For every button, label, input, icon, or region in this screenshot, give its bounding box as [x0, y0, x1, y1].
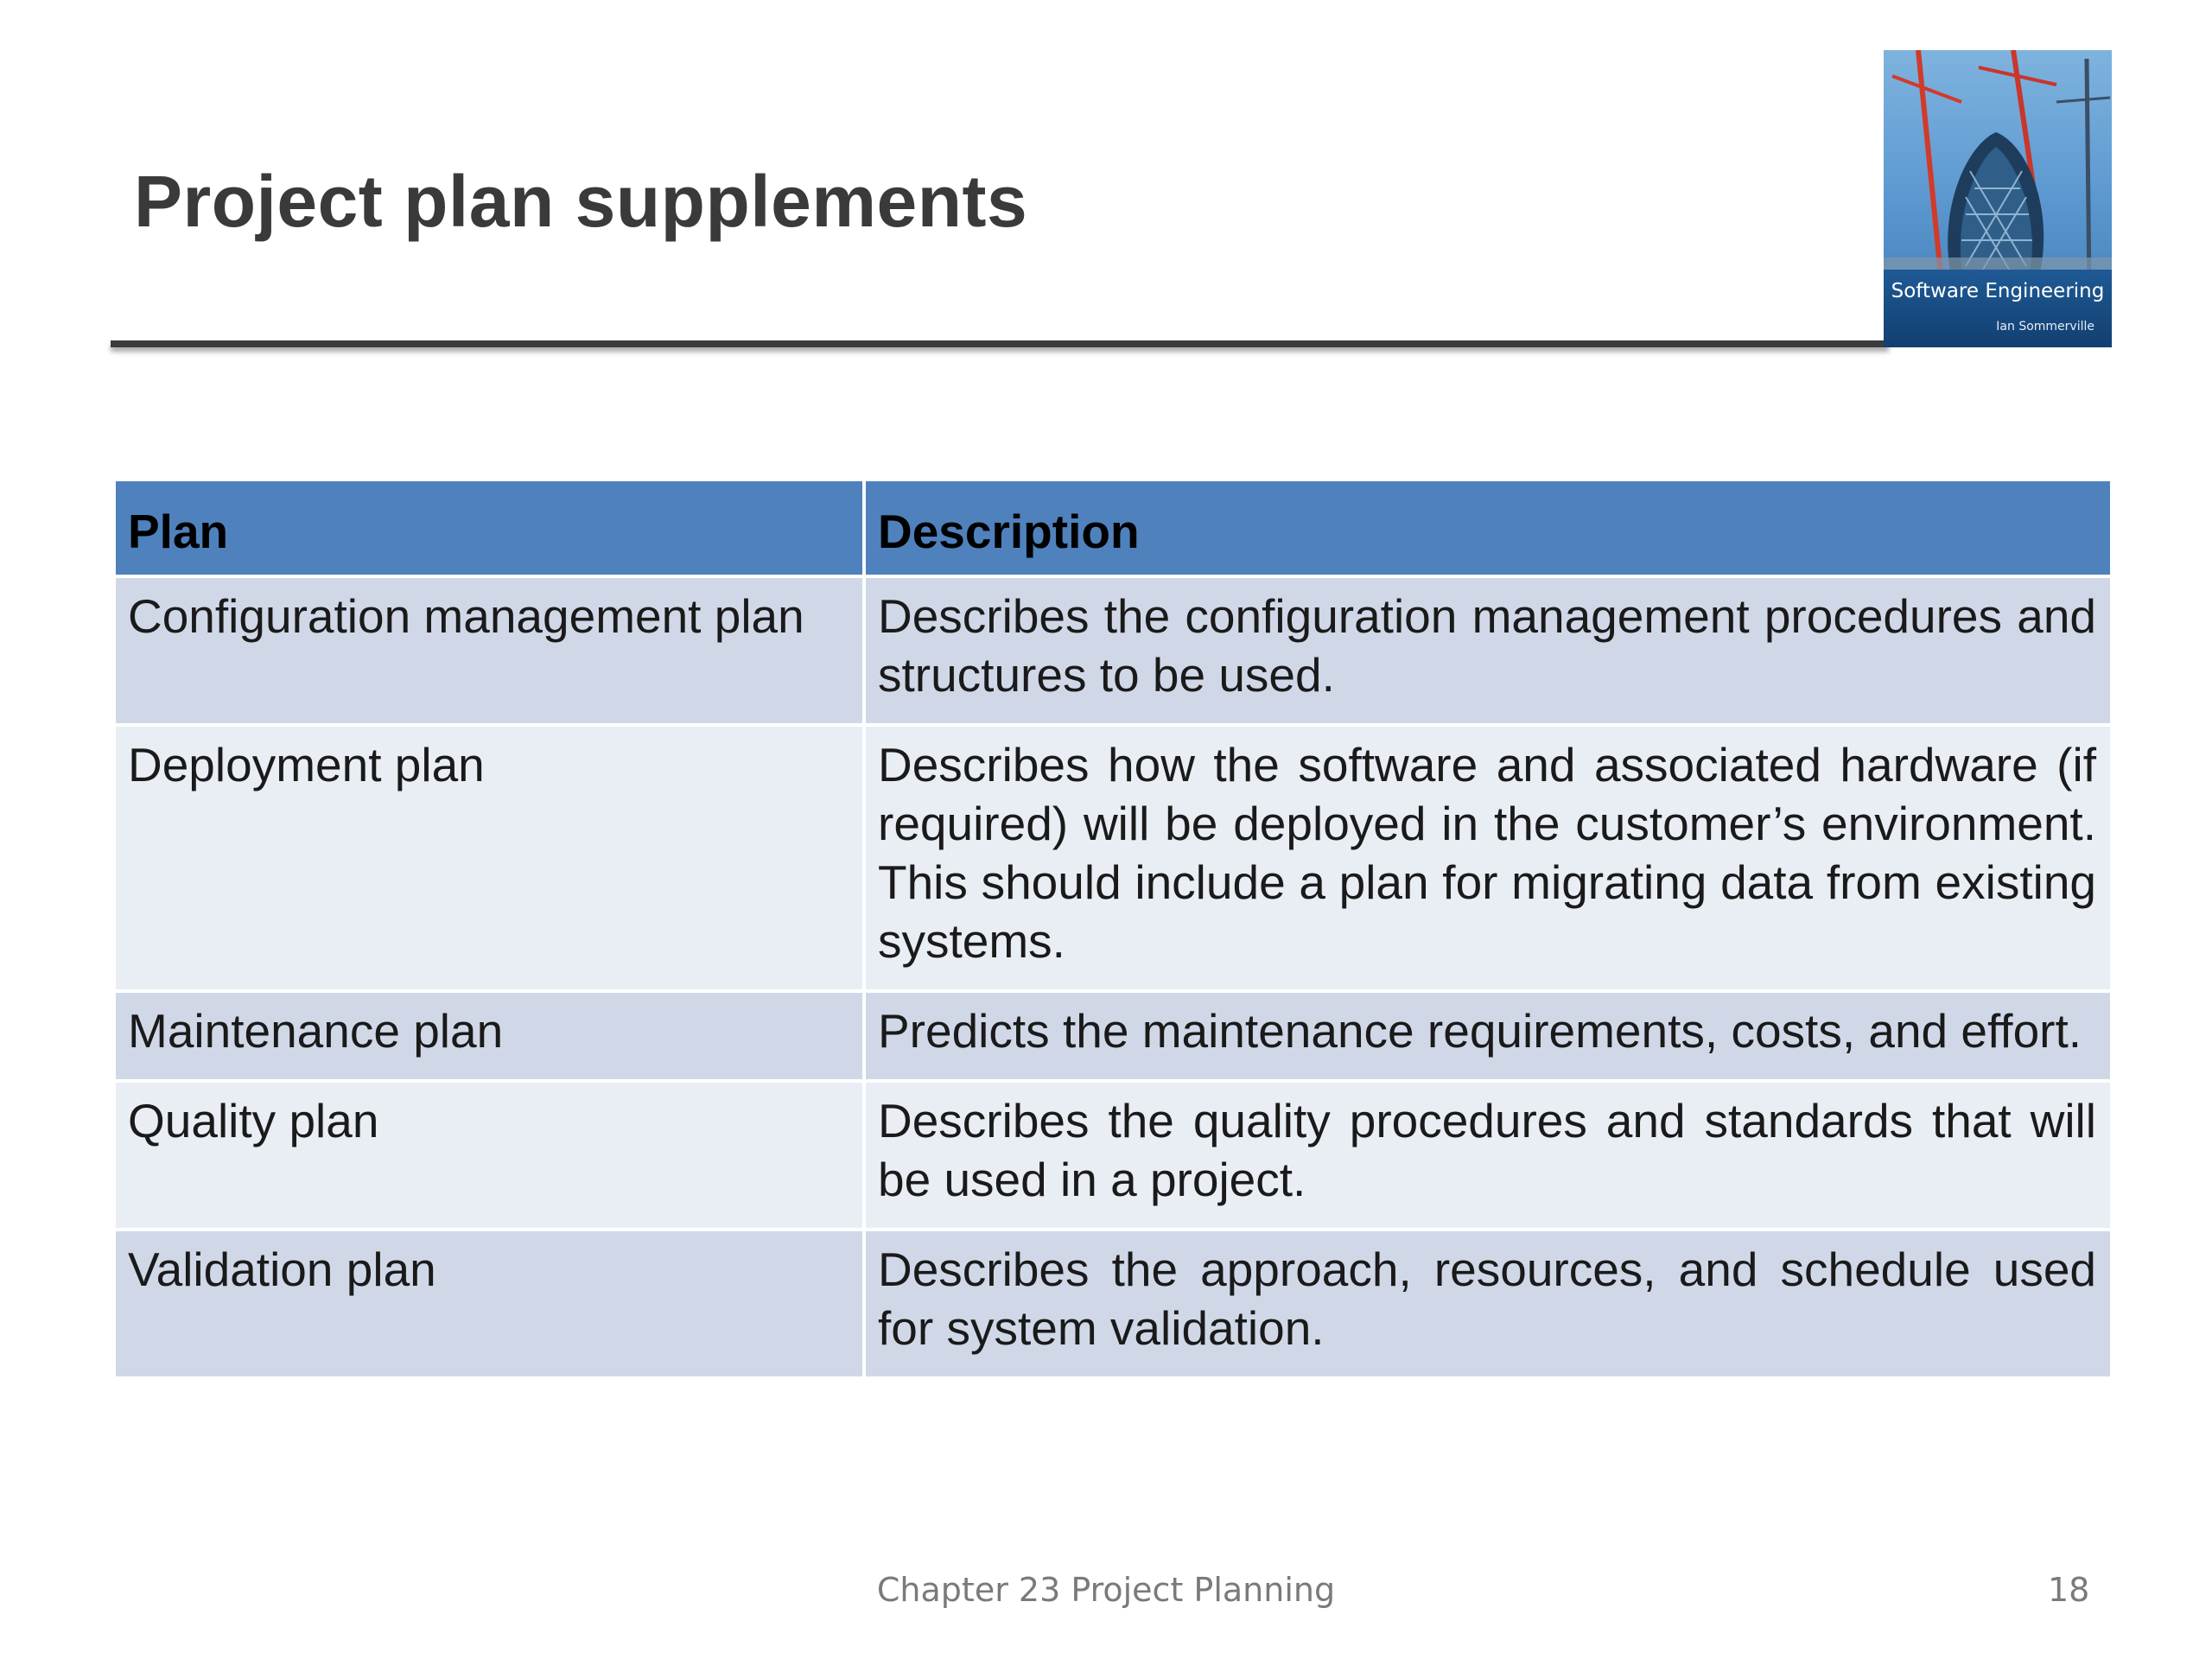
table-row	[114, 1230, 2112, 1378]
table-row	[114, 725, 2112, 991]
book-cover-image	[1884, 50, 2112, 347]
plan-cell: Deployment plan	[114, 725, 864, 991]
slide-title: Project plan supplements	[134, 161, 1028, 242]
footer-chapter: Chapter 23 Project Planning	[876, 1571, 1336, 1609]
header-description: Description	[864, 480, 2112, 576]
description-cell: Predicts the maintenance requirements, costs, and effort.	[864, 991, 2112, 1081]
description-cell: Describes how the software and associated hardware (if required) will be deployed in the customer’s environment. This should include a plan for migrating data from existing systems.	[864, 725, 2112, 991]
table-row	[114, 991, 2112, 1081]
table-header-row	[114, 480, 2112, 576]
description-cell: Describes the configuration management procedures and structures to be used.	[864, 576, 2112, 725]
table-row	[114, 1081, 2112, 1230]
description-cell: Describes the approach, resources, and schedule used for system validation.	[864, 1230, 2112, 1378]
description-cell: Describes the quality procedures and standards that will be used in a project.	[864, 1081, 2112, 1230]
plan-cell: Quality plan	[114, 1081, 864, 1230]
table-row	[114, 576, 2112, 725]
page-number: 18	[2048, 1571, 2090, 1609]
header-plan: Plan	[114, 480, 864, 576]
plans-table	[112, 478, 2113, 1380]
book-cover-title: Software Engineering	[1891, 280, 2105, 302]
title-underline	[111, 340, 1889, 347]
plan-cell: Configuration management plan	[114, 576, 864, 725]
plan-cell: Maintenance plan	[114, 991, 864, 1081]
plan-cell: Validation plan	[114, 1230, 864, 1378]
book-cover-author: Ian Sommerville	[1996, 320, 2094, 334]
